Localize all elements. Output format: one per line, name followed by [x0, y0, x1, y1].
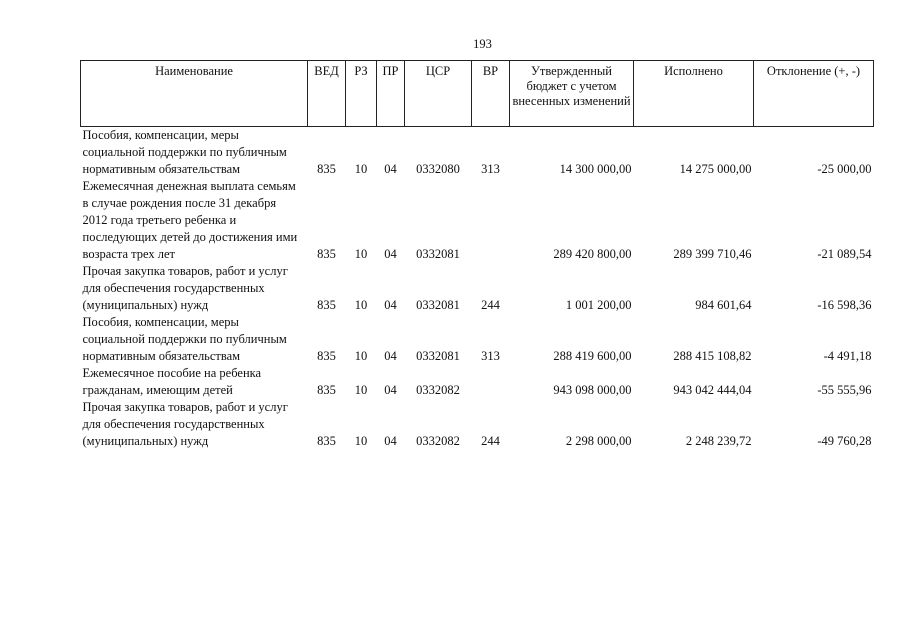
row-deviation: -49 760,28: [817, 434, 872, 448]
table-row: [81, 314, 874, 365]
budget-table: [80, 60, 874, 450]
row-name: Пособия, компенсации, меры социальной поддержки по публичным нормативным обязательствам: [82, 315, 287, 363]
table-row: [81, 365, 874, 399]
row-rz: 10: [354, 349, 368, 363]
header-name: Наименование: [81, 61, 308, 127]
header-vr: ВР: [472, 61, 510, 127]
row-name: Прочая закупка товаров, работ и услуг для обеспечения государственных (муниципальных) нужд: [82, 400, 288, 448]
row-rz: 10: [354, 247, 368, 261]
header-ved: ВЕД: [308, 61, 346, 127]
page-number: 193: [473, 37, 492, 51]
row-csr: 0332080: [416, 162, 460, 176]
row-executed: 943 042 444,04: [673, 383, 752, 397]
row-vr: 313: [481, 162, 500, 176]
table-row: [81, 263, 874, 314]
row-name: Ежемесячная денежная выплата семьям в случае рождения после 31 декабря 2012 года третьего ребенка и последующих детей до достижения ими возраста трех лет: [82, 179, 298, 261]
row-ved: 835: [317, 162, 336, 176]
table-row: [81, 127, 874, 179]
row-csr: 0332081: [416, 349, 460, 363]
row-rz: 10: [354, 162, 368, 176]
row-rz: 10: [354, 434, 368, 448]
header-pr: ПР: [377, 61, 405, 127]
row-executed: 288 415 108,82: [673, 349, 752, 363]
table-row: [81, 399, 874, 450]
row-pr: 04: [384, 162, 397, 176]
row-rz: 10: [354, 383, 368, 397]
row-csr: 0332081: [416, 298, 460, 312]
row-pr: 04: [384, 349, 397, 363]
row-csr: 0332082: [416, 434, 460, 448]
row-deviation: -55 555,96: [817, 383, 872, 397]
row-ved: 835: [317, 434, 336, 448]
row-pr: 04: [384, 434, 397, 448]
row-approved: 288 419 600,00: [553, 349, 632, 363]
row-pr: 04: [384, 383, 397, 397]
row-vr: 244: [481, 434, 500, 448]
row-approved: 1 001 200,00: [565, 298, 632, 312]
header-deviation: Отклонение (+, -): [754, 61, 874, 127]
row-pr: 04: [384, 247, 397, 261]
row-ved: 835: [317, 247, 336, 261]
row-ved: 835: [317, 349, 336, 363]
row-vr: 313: [481, 349, 500, 363]
row-vr: [472, 365, 510, 399]
row-executed: 289 399 710,46: [673, 247, 752, 261]
header-csr: ЦСР: [405, 61, 472, 127]
row-ved: 835: [317, 298, 336, 312]
row-csr: 0332081: [416, 247, 460, 261]
row-pr: 04: [384, 298, 397, 312]
header-row: [81, 61, 874, 127]
row-deviation: -4 491,18: [823, 349, 872, 363]
header-rz: РЗ: [346, 61, 377, 127]
row-rz: 10: [354, 298, 368, 312]
row-approved: 14 300 000,00: [559, 162, 632, 176]
row-vr: 244: [481, 298, 500, 312]
row-executed: 2 248 239,72: [685, 434, 752, 448]
row-executed: 14 275 000,00: [679, 162, 752, 176]
header-approved: Утвержденный бюджет с учетом внесенных изменений: [510, 61, 634, 127]
row-name: Прочая закупка товаров, работ и услуг для обеспечения государственных (муниципальных) нужд: [82, 264, 288, 312]
row-ved: 835: [317, 383, 336, 397]
row-approved: 943 098 000,00: [553, 383, 632, 397]
row-csr: 0332082: [416, 383, 460, 397]
row-deviation: -21 089,54: [817, 247, 872, 261]
row-deviation: -16 598,36: [817, 298, 872, 312]
table-row: [81, 178, 874, 263]
row-approved: 2 298 000,00: [565, 434, 632, 448]
row-executed: 984 601,64: [695, 298, 752, 312]
row-deviation: -25 000,00: [817, 162, 872, 176]
row-approved: 289 420 800,00: [553, 247, 632, 261]
header-executed: Исполнено: [634, 61, 754, 127]
row-name: Пособия, компенсации, меры социальной поддержки по публичным нормативным обязательствам: [82, 128, 287, 176]
row-name: Ежемесячное пособие на ребенка гражданам, имеющим детей: [82, 366, 262, 397]
row-vr: [472, 178, 510, 263]
